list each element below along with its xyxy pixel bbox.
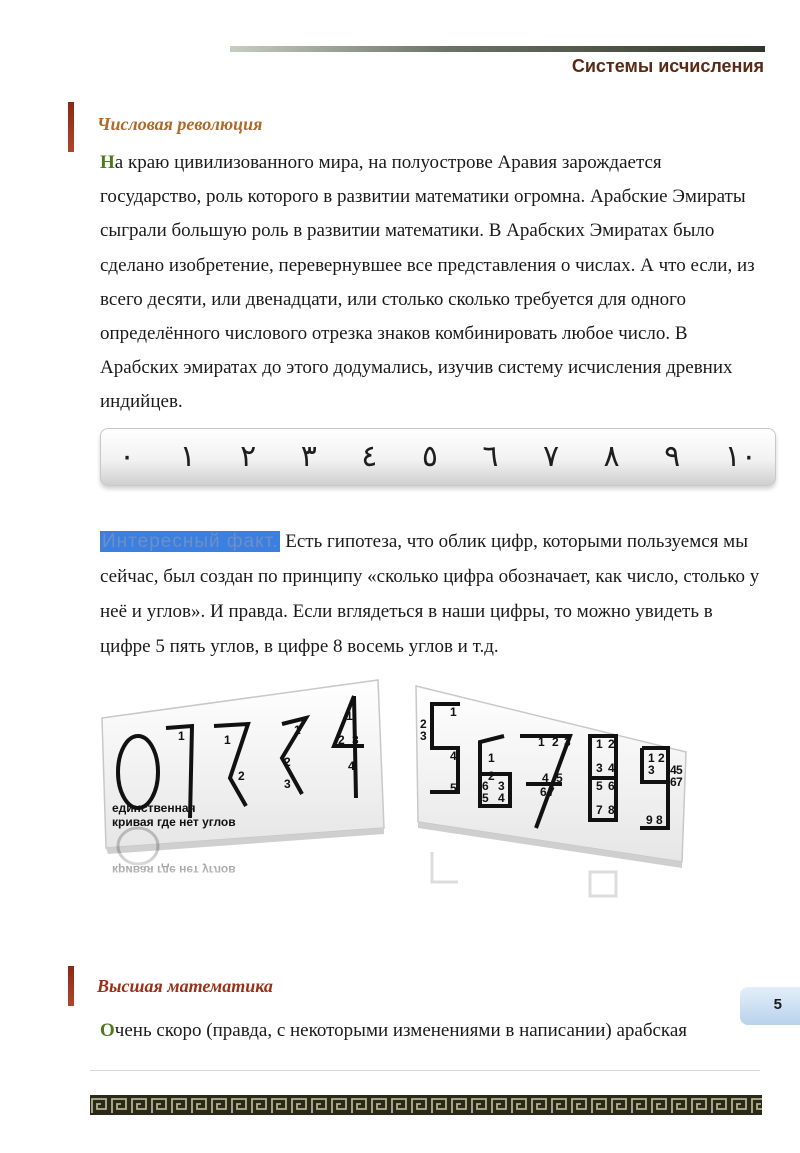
svg-text:1: 1 — [178, 729, 185, 743]
svg-text:2: 2 — [608, 737, 615, 751]
svg-text:2: 2 — [658, 751, 665, 765]
intro-text: а краю цивилизованного мира, на полуострове Аравия зарождается государство, роль которого в развитии математики огромна. Арабские Эмираты сыграли большую роль в развитии математики. В Арабских Эмиратах было сделано изобретение, перевернувшее все представления о числах. А что если, из всего десяти, или двенадцати, или столько сколько требуется для одного определённого числового отрезка знаков комбинировать любое число. В Арабских эмиратах до этого додумались, изучив систему исчисления древних индийцев. — [100, 152, 755, 413]
svg-text:4: 4 — [542, 771, 549, 785]
footer-rule — [90, 1070, 760, 1071]
arabic-numeral: ٧ — [542, 439, 560, 474]
svg-text:1: 1 — [346, 709, 353, 723]
arabic-numeral: ٤ — [361, 439, 378, 474]
svg-text:5: 5 — [450, 781, 457, 795]
svg-text:1: 1 — [224, 733, 231, 747]
svg-text:3: 3 — [352, 733, 359, 747]
svg-text:3: 3 — [596, 761, 603, 775]
svg-text:6: 6 — [482, 779, 489, 793]
svg-text:6: 6 — [608, 779, 615, 793]
svg-text:3: 3 — [498, 779, 505, 793]
svg-text:4: 4 — [498, 791, 505, 805]
svg-text:3: 3 — [284, 777, 291, 791]
page-number: 5 — [773, 996, 782, 1013]
arabic-numeral: ٦ — [482, 439, 499, 474]
drop-cap: О — [100, 1020, 115, 1041]
section-title: Высшая математика — [97, 976, 273, 996]
arabic-numeral: ٣ — [300, 439, 317, 474]
svg-text:4: 4 — [608, 761, 615, 775]
angles-figure-right — [412, 682, 696, 910]
svg-text:4: 4 — [450, 749, 457, 763]
fact-label: Интересный факт. — [102, 531, 279, 552]
svg-text:1: 1 — [648, 751, 655, 765]
svg-text:2: 2 — [420, 717, 427, 731]
svg-text:3: 3 — [420, 729, 427, 743]
arabic-numeral: ١ — [179, 439, 196, 474]
section-marker — [68, 102, 74, 152]
fact-text: Есть гипотеза, что облик цифр, которыми пользуемся мы сейчас, был создан по принципу «сколько цифра обозначает, как число, столько у неё и углов». И правда. Если вглядеться в наши цифры, то можно увидеть в цифре 5 пять углов, в цифре 8 восемь углов и т.д. — [100, 531, 760, 657]
svg-text:1: 1 — [538, 735, 545, 749]
zero-caption: кривая где нет углов — [112, 815, 236, 829]
closing-text: чень скоро (правда, с некоторыми изменениями в написании) арабская — [114, 1020, 688, 1041]
svg-text:2: 2 — [238, 769, 245, 783]
arabic-numeral: ٨ — [603, 439, 620, 474]
svg-text:2: 2 — [488, 769, 495, 783]
svg-text:3: 3 — [648, 763, 655, 777]
svg-text:4: 4 — [670, 763, 677, 777]
arabic-numeral: ٥ — [421, 439, 438, 474]
svg-text:2: 2 — [552, 735, 559, 749]
angles-figure-left — [98, 676, 388, 896]
arabic-numerals-strip — [100, 428, 776, 486]
svg-text:3: 3 — [564, 735, 571, 749]
svg-text:7: 7 — [596, 803, 603, 817]
svg-text:1: 1 — [294, 723, 301, 737]
svg-text:9: 9 — [646, 813, 653, 827]
svg-text:1: 1 — [450, 705, 457, 719]
svg-text:4: 4 — [348, 759, 355, 773]
arabic-numeral: ٩ — [664, 439, 681, 474]
section-title: Числовая революция — [97, 114, 263, 134]
page-number-tab — [740, 987, 800, 1025]
arabic-numeral: ٠ — [119, 439, 136, 474]
zero-caption: единственная — [112, 801, 196, 815]
fact-paragraph — [100, 524, 760, 664]
svg-text:7: 7 — [548, 785, 555, 799]
svg-text:2: 2 — [338, 733, 345, 747]
arabic-numeral: ٢ — [240, 439, 257, 474]
svg-text:2: 2 — [284, 755, 291, 769]
svg-text:5: 5 — [596, 779, 603, 793]
chapter-title: Системы исчисления — [571, 56, 764, 76]
drop-cap: Н — [100, 152, 115, 173]
greek-key-border — [90, 1095, 762, 1115]
svg-text:8: 8 — [656, 813, 663, 827]
svg-text:6: 6 — [670, 775, 677, 789]
svg-text:5: 5 — [556, 771, 563, 785]
section-marker — [68, 966, 74, 1006]
svg-text:1: 1 — [488, 751, 495, 765]
arabic-numeral: ١٠ — [724, 439, 757, 474]
header-rule — [230, 46, 765, 52]
intro-paragraph — [100, 146, 760, 420]
svg-text:5: 5 — [676, 763, 683, 777]
svg-text:5: 5 — [482, 791, 489, 805]
svg-text:6: 6 — [540, 785, 547, 799]
svg-text:1: 1 — [596, 737, 603, 751]
closing-paragraph — [100, 1014, 760, 1048]
svg-text:8: 8 — [608, 803, 615, 817]
svg-text:7: 7 — [676, 775, 683, 789]
